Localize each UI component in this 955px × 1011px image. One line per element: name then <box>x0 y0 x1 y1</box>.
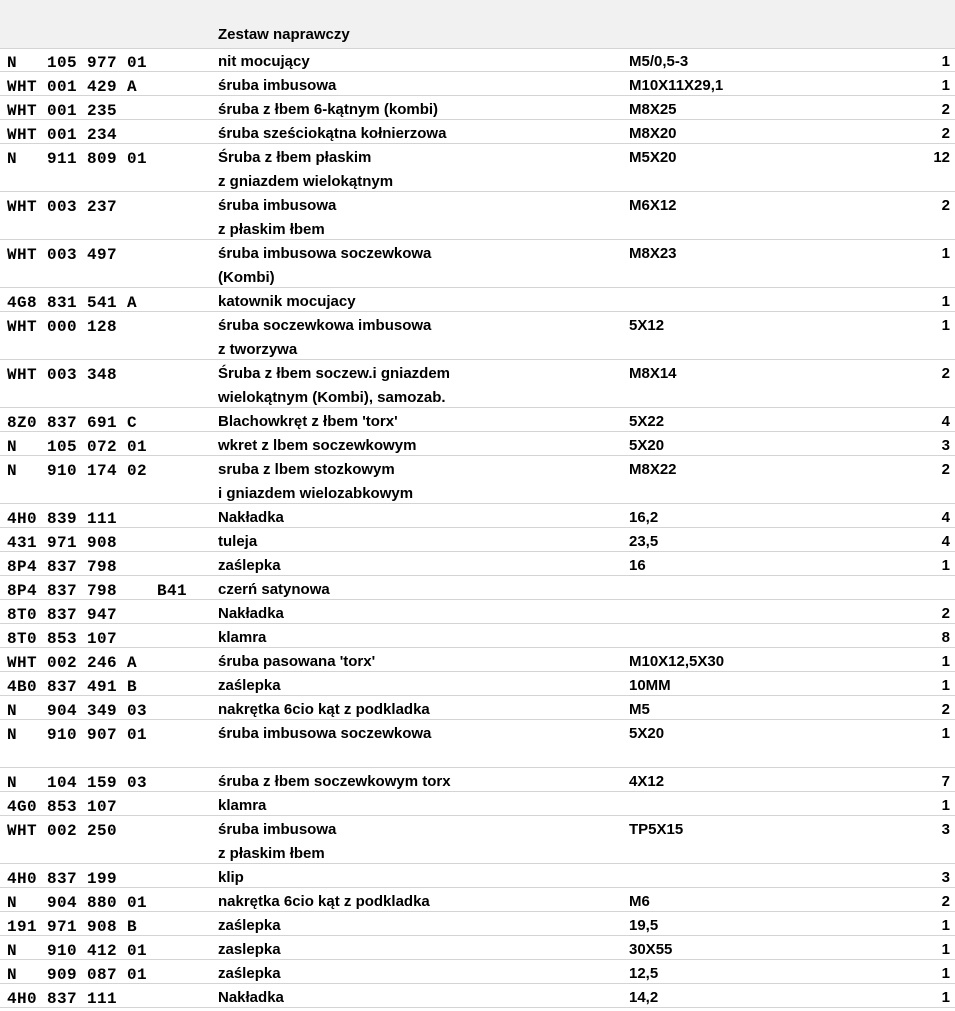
part-quantity: 1 <box>941 725 950 742</box>
table-row <box>0 864 955 888</box>
part-size: 14,2 <box>629 989 659 1006</box>
part-size: 19,5 <box>629 917 659 934</box>
part-size: M8X23 <box>629 245 677 262</box>
header-title: Zestaw naprawczy <box>218 26 350 43</box>
part-quantity: 1 <box>941 293 950 310</box>
part-number: N 909 087 01 <box>7 966 148 984</box>
part-quantity: 12 <box>933 149 950 166</box>
part-number: WHT 001 234 <box>7 126 118 144</box>
part-number: 4H0 839 111 <box>7 510 118 528</box>
table-row <box>0 792 955 816</box>
table-row <box>0 288 955 312</box>
part-size: M5/0,5-3 <box>629 53 689 70</box>
part-size: 16 <box>629 557 646 574</box>
part-quantity: 1 <box>941 797 950 814</box>
part-quantity: 7 <box>941 773 950 790</box>
part-quantity: 2 <box>941 605 950 622</box>
table-row <box>0 936 955 960</box>
part-number: N 104 159 03 <box>7 774 148 792</box>
part-description: Śruba z łbem soczew.i gniazdem wielokątnym (Kombi), samozab. <box>218 365 451 406</box>
table-row <box>0 600 955 624</box>
part-description: zaślepka <box>218 557 281 574</box>
part-number: N 910 174 02 <box>7 462 148 480</box>
part-quantity: 2 <box>941 101 950 118</box>
part-quantity: 1 <box>941 317 950 334</box>
part-description: zaślepka <box>218 917 281 934</box>
table-row <box>0 768 955 792</box>
table-row <box>0 504 955 528</box>
part-size: 16,2 <box>629 509 659 526</box>
part-quantity: 1 <box>941 77 950 94</box>
part-number: 4H0 837 111 <box>7 990 118 1008</box>
part-size: M5X20 <box>629 149 677 166</box>
part-number: 8P4 837 798 B41 <box>7 582 188 600</box>
table-row <box>0 960 955 984</box>
part-size: 12,5 <box>629 965 659 982</box>
part-description: klamra <box>218 629 267 646</box>
part-quantity: 2 <box>941 461 950 478</box>
table-row <box>0 672 955 696</box>
part-size: 5X20 <box>629 437 665 454</box>
part-size: M8X20 <box>629 125 677 142</box>
part-quantity: 2 <box>941 893 950 910</box>
table-row <box>0 240 955 288</box>
table-row <box>0 696 955 720</box>
part-description: klip <box>218 869 244 886</box>
part-description: śruba z łbem 6-kątnym (kombi) <box>218 101 439 118</box>
table-row <box>0 360 955 408</box>
part-number: WHT 001 235 <box>7 102 118 120</box>
part-number: N 910 907 01 <box>7 726 148 744</box>
part-number: 4G8 831 541 A <box>7 294 138 312</box>
part-size: 10MM <box>629 677 671 694</box>
part-number: WHT 003 237 <box>7 198 118 216</box>
part-size: 30X55 <box>629 941 673 958</box>
part-number: 8T0 853 107 <box>7 630 118 648</box>
table-row <box>0 456 955 504</box>
part-description: śruba imbusowa soczewkowa (Kombi) <box>218 245 432 286</box>
part-number: 191 971 908 B <box>7 918 138 936</box>
part-description: śruba imbusowa z płaskim łbem <box>218 821 337 862</box>
part-size: M5 <box>629 701 650 718</box>
part-quantity: 3 <box>941 869 950 886</box>
part-quantity: 1 <box>941 677 950 694</box>
table-row <box>0 888 955 912</box>
table-row <box>0 912 955 936</box>
part-description: śruba soczewkowa imbusowa z tworzywa <box>218 317 432 358</box>
part-description: nakrętka 6cio kąt z podkladka <box>218 701 430 718</box>
part-description: śruba sześciokątna kołnierzowa <box>218 125 447 142</box>
part-description: Blachowkręt z łbem 'torx' <box>218 413 398 430</box>
part-number: N 105 977 01 <box>7 54 148 72</box>
part-size: 5X12 <box>629 317 665 334</box>
part-description: zaslepka <box>218 941 281 958</box>
part-number: N 105 072 01 <box>7 438 148 456</box>
table-row <box>0 720 955 768</box>
part-description: nit mocujący <box>218 53 310 70</box>
part-quantity: 1 <box>941 941 950 958</box>
part-description: zaślepka <box>218 965 281 982</box>
part-quantity: 1 <box>941 653 950 670</box>
part-number: 431 971 908 <box>7 534 118 552</box>
part-description: śruba imbusowa soczewkowa <box>218 725 432 742</box>
part-description: Nakładka <box>218 605 284 622</box>
table-row <box>0 624 955 648</box>
part-size: M8X14 <box>629 365 677 382</box>
part-number: 4H0 837 199 <box>7 870 118 888</box>
part-size: M8X25 <box>629 101 677 118</box>
part-number: 4G0 853 107 <box>7 798 118 816</box>
part-size: M6 <box>629 893 650 910</box>
part-description: śruba pasowana 'torx' <box>218 653 376 670</box>
part-number: 4B0 837 491 B <box>7 678 138 696</box>
table-row <box>0 96 955 120</box>
part-quantity: 2 <box>941 197 950 214</box>
table-row <box>0 48 955 72</box>
part-description: czerń satynowa <box>218 581 330 598</box>
part-quantity: 4 <box>941 509 950 526</box>
part-size: 23,5 <box>629 533 659 550</box>
part-size: M8X22 <box>629 461 677 478</box>
table-row <box>0 816 955 864</box>
part-number: WHT 003 497 <box>7 246 118 264</box>
part-number: WHT 002 246 A <box>7 654 138 672</box>
part-size: 5X20 <box>629 725 665 742</box>
table-row <box>0 984 955 1008</box>
part-description: śruba imbusowa <box>218 77 337 94</box>
part-number: N 911 809 01 <box>7 150 148 168</box>
part-number: WHT 001 429 A <box>7 78 138 96</box>
part-size: M10X11X29,1 <box>629 77 724 94</box>
part-size: TP5X15 <box>629 821 684 838</box>
table-row <box>0 72 955 96</box>
table-header <box>0 0 955 49</box>
part-number: WHT 002 250 <box>7 822 118 840</box>
part-description: Śruba z łbem płaskim z gniazdem wielokątnym <box>218 149 394 190</box>
part-description: śruba imbusowa z płaskim łbem <box>218 197 337 238</box>
table-row <box>0 552 955 576</box>
part-description: nakrętka 6cio kąt z podkladka <box>218 893 430 910</box>
part-number: 8T0 837 947 <box>7 606 118 624</box>
table-row <box>0 144 955 192</box>
part-description: zaślepka <box>218 677 281 694</box>
part-description: katownik mocujacy <box>218 293 356 310</box>
part-quantity: 2 <box>941 125 950 142</box>
part-number: WHT 003 348 <box>7 366 118 384</box>
part-description: Nakładka <box>218 989 284 1006</box>
part-quantity: 3 <box>941 821 950 838</box>
part-description: tuleja <box>218 533 258 550</box>
part-quantity: 1 <box>941 965 950 982</box>
table-row <box>0 408 955 432</box>
part-quantity: 4 <box>941 413 950 430</box>
part-quantity: 2 <box>941 365 950 382</box>
table-row <box>0 432 955 456</box>
part-quantity: 1 <box>941 917 950 934</box>
part-quantity: 1 <box>941 245 950 262</box>
part-number: N 910 412 01 <box>7 942 148 960</box>
table-row <box>0 312 955 360</box>
part-number: 8P4 837 798 <box>7 558 118 576</box>
part-quantity: 2 <box>941 701 950 718</box>
part-size: 5X22 <box>629 413 665 430</box>
part-description: Nakładka <box>218 509 284 526</box>
table-row <box>0 576 955 600</box>
part-size: M6X12 <box>629 197 677 214</box>
part-quantity: 4 <box>941 533 950 550</box>
part-quantity: 1 <box>941 53 950 70</box>
part-description: klamra <box>218 797 267 814</box>
table-row <box>0 120 955 144</box>
part-quantity: 3 <box>941 437 950 454</box>
part-number: N 904 349 03 <box>7 702 148 720</box>
part-quantity: 1 <box>941 557 950 574</box>
part-size: 4X12 <box>629 773 665 790</box>
table-row <box>0 648 955 672</box>
part-size: M10X12,5X30 <box>629 653 725 670</box>
part-description: śruba z łbem soczewkowym torx <box>218 773 451 790</box>
part-quantity: 1 <box>941 989 950 1006</box>
part-description: sruba z lbem stozkowym i gniazdem wielozabkowym <box>218 461 414 502</box>
part-number: WHT 000 128 <box>7 318 118 336</box>
part-quantity: 8 <box>941 629 950 646</box>
part-number: 8Z0 837 691 C <box>7 414 138 432</box>
part-number: N 904 880 01 <box>7 894 148 912</box>
part-description: wkret z lbem soczewkowym <box>218 437 417 454</box>
table-row <box>0 192 955 240</box>
table-row <box>0 528 955 552</box>
